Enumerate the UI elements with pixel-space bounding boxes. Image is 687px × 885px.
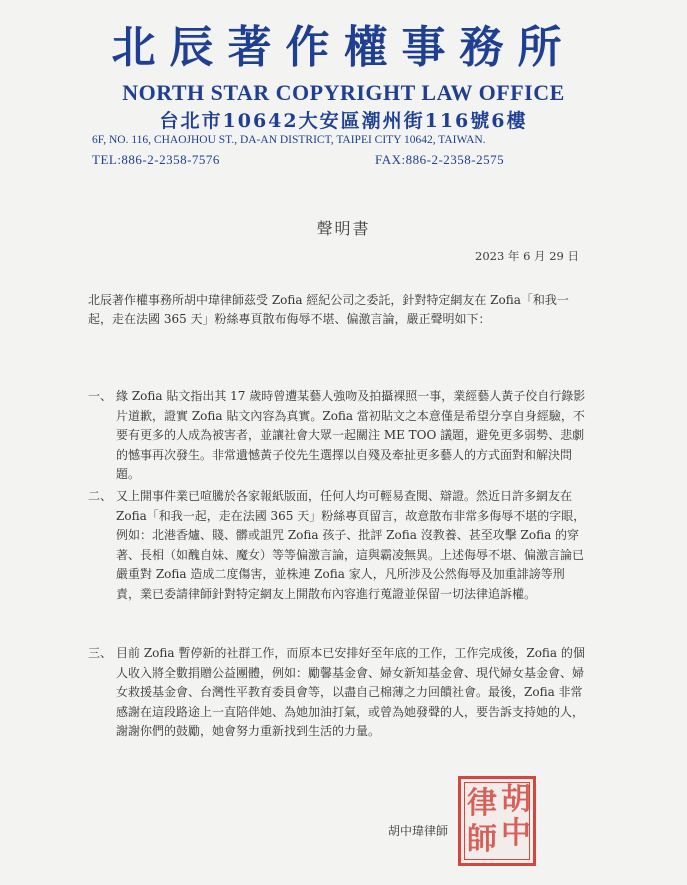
statement-item (88, 387, 588, 485)
item-number: 二、 (88, 489, 113, 503)
signature: 胡中瑋律師 (388, 824, 449, 838)
item-text: 又上開事件業已喧騰於各家報紙版面，任何人均可輕易查閱、辯證。然近日許多網友在 Zofia「和我一起，走在法國 365 天」粉絲專頁留言，故意散布非常多侮辱不堪的字眼，例如：北港香爐、賤、髒或詛咒 Zofia 孩子、批評 Zofia 沒教養、甚至攻擊 Zofia 的穿著、長相（如醜自妹、魔女）等等偏激言論，這與霸凌無異。上述侮辱不堪、偏激言論已嚴重對 Zofia 造成二度傷害，並株連 Zofia 家人，凡所涉及公然侮辱及加重誹謗等刑責，業已委請律師針對特定網友上開散布內容進行蒐證並保留一切法律追訴權。 (116, 489, 586, 601)
letterhead-tel: TEL:886-2-2358-7576 (92, 152, 220, 167)
item-number: 一、 (88, 389, 113, 403)
item-text: 緣 Zofia 貼文指出其 17 歲時曾遭某藝人強吻及拍攝裸照一事，業經藝人黃子佼自行錄影片道歉，證實 Zofia 貼文內容為真實。Zofia 當初貼文之本意僅是希望分享自身經驗，不要有更多的人成為被害者，並讓社會大眾一起關注 ME TOO 議題，避免更多弱勢、悲劇的憾事再次發生。非常遺憾黃子佼先生選擇以自殘及牽扯更多藝人的方式面對和解決問題。 (116, 389, 586, 481)
seal-char: 中 (501, 816, 531, 851)
document-date: 2023 年 6 月 29 日 (475, 249, 579, 263)
letterhead-fax: FAX:886-2-2358-2575 (375, 152, 505, 167)
letterhead-name-cn: 北辰著作權事務所 (111, 22, 576, 73)
document-title: 聲明書 (316, 219, 371, 238)
seal-char: 師 (467, 822, 497, 857)
intro-paragraph: 北辰著作權事務所胡中瑋律師茲受 Zofia 經紀公司之委託，針對特定網友在 Zofia「和我一起，走在法國 365 天」粉絲專頁散布侮辱不堪、偏激言論，嚴正聲明如下： (88, 293, 569, 326)
seal-char: 律 (467, 786, 497, 821)
item-text: 目前 Zofia 暫停新的社群工作，而原本已安排好至年底的工作，工作完成後，Zofia 的個人收入將全數捐贈公益團體，例如：勵馨基金會、婦女新知基金會、現代婦女基金會、婦女救援基金會、台灣性平教育委員會等，以盡自己棉薄之力回饋社會。最後，Zofia 非常感謝在這段路途上一直陪伴她、為她加油打氣，或曾為她發聲的人，要告訴支持她的人，謝謝你們的鼓勵，她會努力重新找到生活的力量。 (116, 646, 585, 738)
letterhead-name-en: NORTH STAR COPYRIGHT LAW OFFICE (122, 80, 565, 105)
seal-stamp (458, 776, 536, 866)
statement-item (88, 644, 588, 742)
statement-item (88, 487, 588, 604)
letterhead-address-cn: 台北市10642大安區潮州街116號6樓 (159, 110, 528, 132)
letterhead-address-en: 6F, NO. 116, CHAOJHOU ST., DA-AN DISTRICT, TAIPEI CITY 10642, TAIWAN. (92, 134, 486, 146)
item-number: 三、 (88, 646, 113, 660)
seal-char: 胡 (501, 782, 531, 817)
